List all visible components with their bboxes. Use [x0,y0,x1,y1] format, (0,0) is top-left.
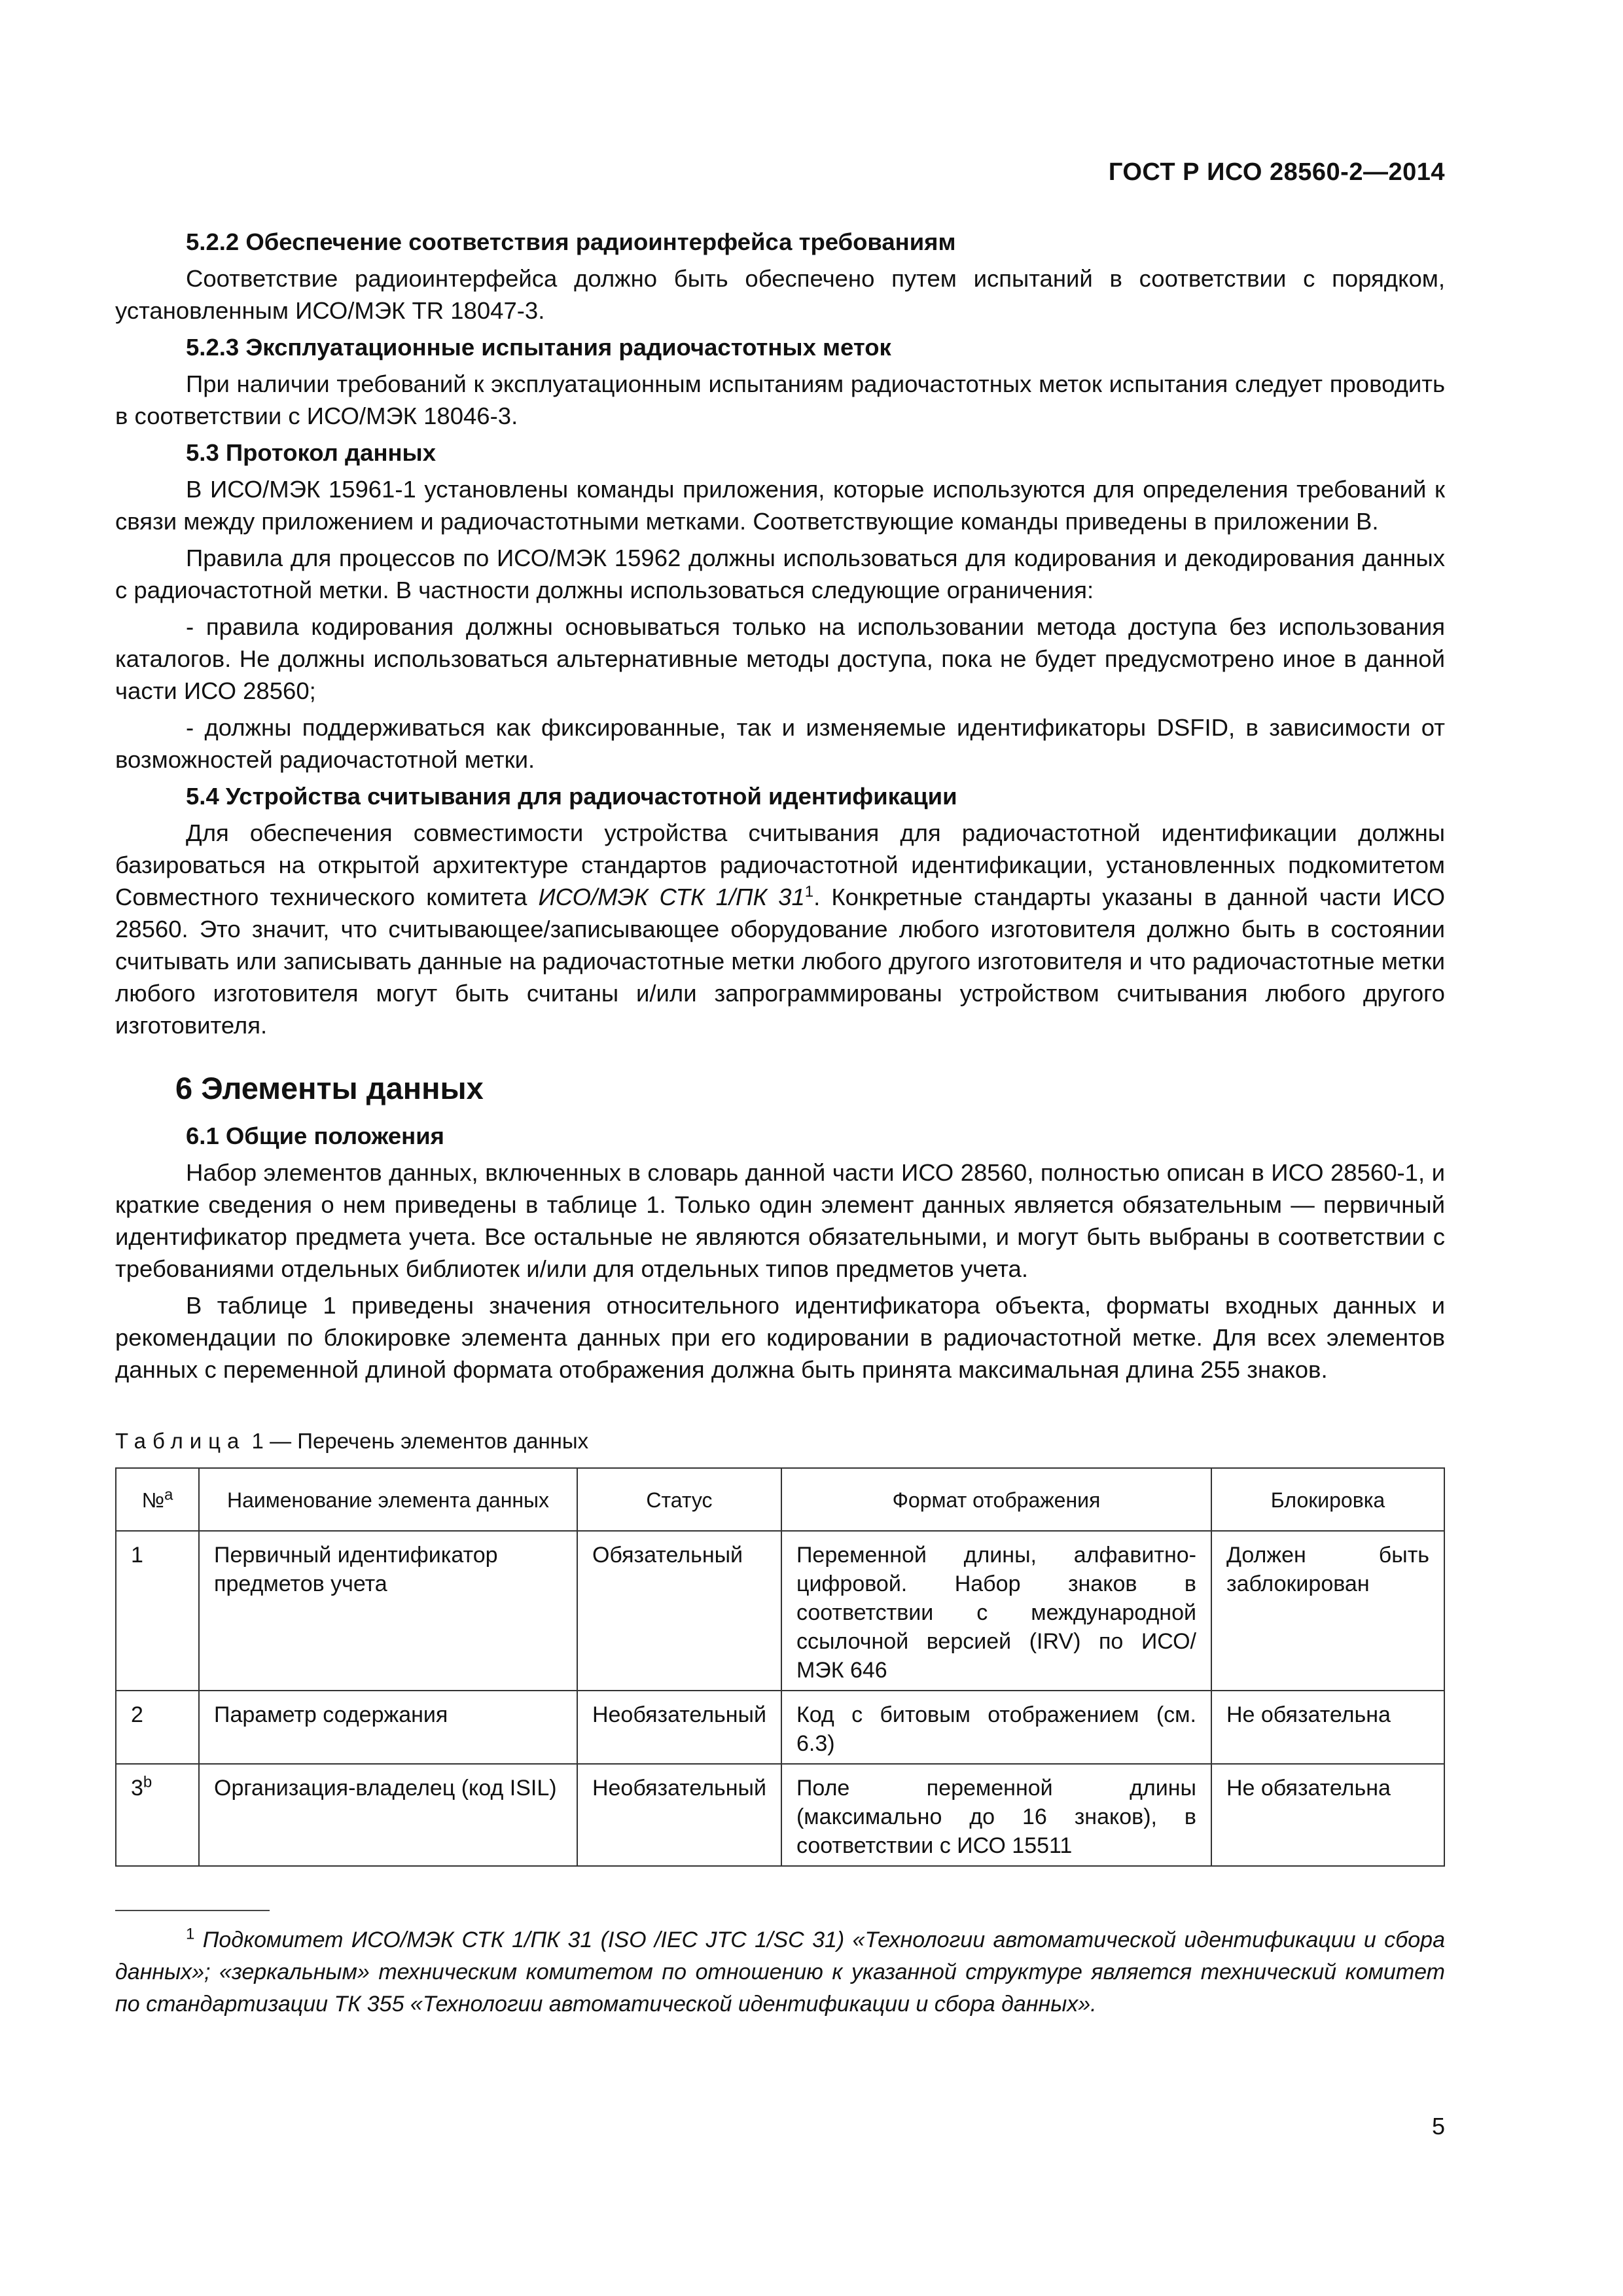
header-lock: Блокировка [1211,1468,1444,1531]
table-row [116,1531,1444,1691]
cell-status: Необязательный [577,1764,781,1866]
section-5-4 [115,780,1445,1041]
caption-label: Таблица [115,1429,246,1453]
footnote [115,1924,1445,2020]
section-heading: 5.3 Протокол данных [186,439,437,466]
header-name: Наименование элемента данных [199,1468,577,1531]
cell-name: Организация-владелец (код ISIL) [199,1764,577,1866]
page-content [115,226,1445,2020]
cell-name: Первичный идентификатор предметов учета [199,1531,577,1691]
cell-status: Обязательный [577,1531,781,1691]
section-5-3 [115,437,1445,776]
header-format: Формат отображения [781,1468,1211,1531]
cell-lock: Не обязательна [1211,1691,1444,1764]
data-elements-table [115,1467,1445,1867]
section-5-2-2 [115,226,1445,327]
header-num: №$^a$ [116,1468,199,1531]
page-number: 5 [1431,2113,1445,2140]
paragraph: В ИСО/МЭК 15961-1 установлены команды приложения, которые используются для определения требований к связи между приложением и радиочастотными метками. Соответствующие команды приведены в приложении В. [115,476,1445,535]
list-item: - правила кодирования должны основываться только на использовании метода доступа без использования каталогов. Не должны использоваться альтернативные методы доступа, пока не будет предусмотрено иное в данной части ИСО 28560; [115,613,1445,704]
section-heading: 5.4 Устройства считывания для радиочастотной идентификации [186,783,957,810]
paragraph: Набор элементов данных, включенных в словарь данной части ИСО 28560, полностью описан в ИСО 28560-1, и краткие сведения о нем приведены в таблице 1. Только один элемент данных является обязательным — первичный идентификатор предмета учета. Все остальные не являются обязательными, и могут быть выбраны в соответствии с требованиями отдельных библиотек и/или для отдельных типов предметов учета. [115,1159,1445,1282]
cell-num: 2 [116,1691,199,1764]
table-row [116,1691,1444,1764]
header-status: Статус [577,1468,781,1531]
paragraph: Правила для процессов по ИСО/МЭК 15962 должны использоваться для кодирования и декодирования данных с радиочастотной метки. В частности должны использоваться следующие ограничения: [115,545,1445,603]
paragraph: При наличии требований к эксплуатационным испытаниям радиочастотных меток испытания следует проводить в соответствии с ИСО/МЭК 18046-3. [115,370,1445,429]
section-5-2-3 [115,331,1445,432]
cell-lock: Не обязательна [1211,1764,1444,1866]
cell-status: Необязательный [577,1691,781,1764]
table-caption [115,1425,1445,1457]
table-note-ref: a [164,1486,173,1504]
cell-num: 3$^b$ [116,1764,199,1866]
footnote-mark: 1 [186,1925,195,1943]
footnote-ref[interactable]: 1 [804,882,814,901]
section-heading: 6.1 Общие положения [186,1122,444,1149]
cell-format: Переменной длины, алфавитно-цифровой. Набор знаков в соответствии с международной ссылочной версией (IRV) по ИСО/МЭК 646 [781,1531,1211,1691]
cell-format: Код с битовым отображением (см. 6.3) [781,1691,1211,1764]
paragraph: В таблице 1 приведены значения относительного идентификатора объекта, форматы входных данных и рекомендации по блокировке элемента данных при его кодировании в радиочастотной метке. Для всех элементов данных с переменной длиной формата отображения должна быть принята максимальная длина 255 знаков. [115,1292,1445,1383]
list-item: - должны поддерживаться как фиксированные, так и изменяемые идентификаторы DSFID, в зависимости от возможностей радиочастотной метки. [115,714,1445,773]
cell-format: Поле переменной длины (максимально до 16 знаков), в соответствии с ИСО 15511 [781,1764,1211,1866]
table-row [116,1764,1444,1866]
footnote-text: Подкомитет ИСО/МЭК СТК 1/ПК 31 (ISO /IEC JTC 1/SC 31) «Технологии автоматической идентификации и сбора данных»; «зеркальным» техническим комитетом по отношению к указанной структуре является технический комитет по стандартизации ТК 355 «Технологии автоматической идентификации и сбора данных». [115,1928,1445,2017]
cell-name: Параметр содержания [199,1691,577,1764]
section-heading: 5.2.3 Эксплуатационные испытания радиочастотных меток [186,334,891,361]
cell-num: 1 [116,1531,199,1691]
footnote-divider [115,1910,270,1911]
text-run: Для обеспечения совместимости устройства считывания для радиочастотной идентификации должны базироваться на открытой архитектуре стандартов радиочастотной идентификации, установленных подкомитетом Совместного технического комитета [115,819,1445,910]
document-id: ГОСТ Р ИСО 28560-2—2014 [1108,158,1445,186]
table-header-row [116,1468,1444,1531]
text-run: . Конкретные стандарты указаны в данной части ИСО 28560. Это значит, что считывающее/записывающее оборудование любого изготовителя должно быть в состоянии считывать или записывать данные на радиочастотные метки любого другого изготовителя и что радиочастотные метки любого изготовителя могут быть считаны и/или запрограммированы устройством считывания любого другого изготовителя. [115,884,1446,1039]
cell-lock: Должен быть заблокирован [1211,1531,1444,1691]
paragraph [115,817,1445,1041]
chapter-heading: 6 Элементы данных [175,1071,484,1105]
italic-ref: ИСО/МЭК СТК 1/ПК 31 [538,884,805,910]
caption-text: 1 — Перечень элементов данных [245,1429,589,1453]
section-heading: 5.2.2 Обеспечение соответствия радиоинтерфейса требованиям [186,228,956,255]
paragraph: Соответствие радиоинтерфейса должно быть обеспечено путем испытаний в соответствии с порядком, установленным ИСО/МЭК TR 18047-3. [115,265,1445,324]
